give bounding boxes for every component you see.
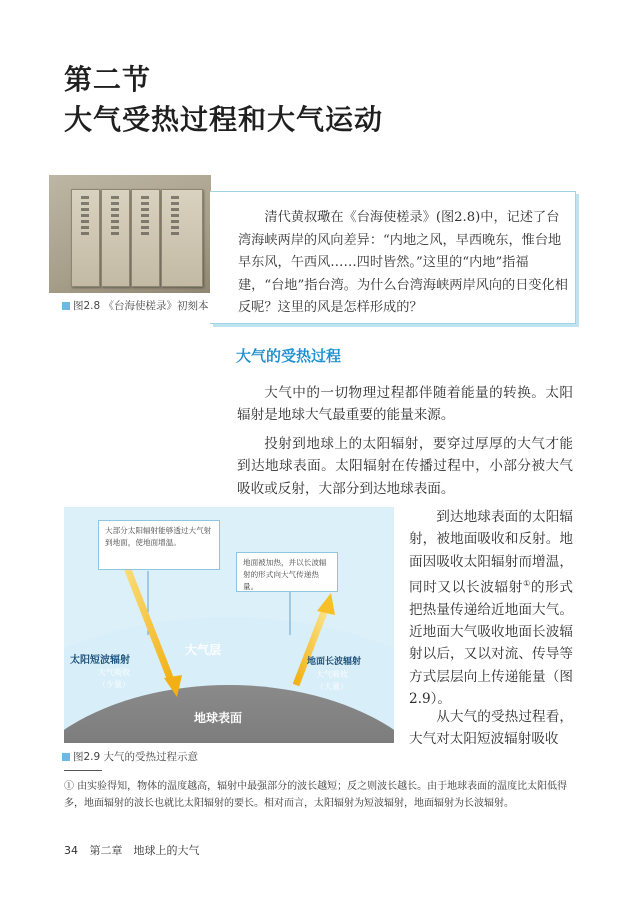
solar-absorb-label: 大气吸收: [98, 668, 130, 677]
ground-radiation-label: 地面长波辐射: [307, 657, 362, 667]
chapter-name: 第二章 地球上的大气: [89, 844, 200, 857]
section-number: 第二节: [64, 63, 152, 96]
caption-square-icon: [62, 753, 70, 761]
caption-square-icon: [62, 302, 70, 310]
book-volume: [71, 189, 100, 287]
page-title: 大气受热过程和大气运动: [64, 103, 384, 136]
footnote-divider: [64, 770, 102, 771]
footnote: ① 由实验得知，物体的温度越高，辐射中最强部分的波长越短；反之则波长越长。由于地球表面的温度比太阳低得多，地面辐射的波长也就比太阳辐射的要长。相对而言，太阳辐射为短波辐射，地面辐射为长波辐射。: [64, 781, 568, 809]
ground-absorb-label: 大气吸收: [316, 670, 348, 679]
paragraph-4: 从大气的受热过程看，大气对太阳短波辐射吸收: [409, 709, 573, 748]
page-number: 34: [64, 844, 78, 857]
figure-2-9-caption: 图2.9 大气的受热过程示意: [62, 749, 198, 764]
note-solar: 大部分太阳辐射能够透过大气射到地面，使地面增温。: [98, 520, 220, 570]
earth-surface-label: 地球表面: [194, 711, 243, 725]
atmosphere-label: 大气层: [185, 643, 222, 657]
paragraph-2: 投射到地球上的太阳辐射，要穿过厚厚的大气才能到达地球表面。太阳辐射在传播过程中，小部分被大气吸收或反射，大部分到达地球表面。: [237, 436, 573, 497]
book-volume: [101, 189, 130, 287]
book-volume: [131, 189, 160, 287]
note-ground: 地面被加热，并以长波辐射的形式向大气传递热量。: [236, 552, 338, 592]
page-footer: [64, 842, 200, 858]
figure-2-9-diagram: [64, 507, 394, 743]
solar-radiation-label: 太阳短波辐射: [70, 655, 130, 666]
section-heading: 大气的受热过程: [236, 347, 342, 365]
paragraph-1: 大气中的一切物理过程都伴随着能量的转换。太阳辐射是地球大气最重要的能量来源。: [237, 385, 573, 424]
ground-absorb-amount: （大量）: [316, 682, 348, 691]
intro-paragraph: 清代黄叔璥在《台海使槎录》(图2.8)中，记述了台湾海峡两岸的风向差异：“内地之风，早西晚东，惟台地早东风，午西风……四时皆然。”这里的“内地”指福建，“台地”指台湾。为什么台湾海峡两岸风向的日变化相反呢？这里的风是怎样形成的？: [238, 210, 568, 315]
book-volume: [161, 189, 203, 287]
figure-2-8-caption: 图2.8 《台海使槎录》初刻本: [62, 298, 209, 313]
paragraph-3: 到达地球表面的太阳辐射，被地面吸收和反射。地面因吸收太阳辐射而增温，同时又以长波辐射①的形式把热量传递给近地面大气。近地面大气吸收地面长波辐射以后，又以对流、传导等方式层层向上传递能量（图2.9）。: [409, 509, 574, 707]
book-photo: [49, 175, 211, 293]
footnote-ref: ①: [523, 578, 531, 588]
solar-absorb-amount: （少量）: [98, 680, 130, 689]
